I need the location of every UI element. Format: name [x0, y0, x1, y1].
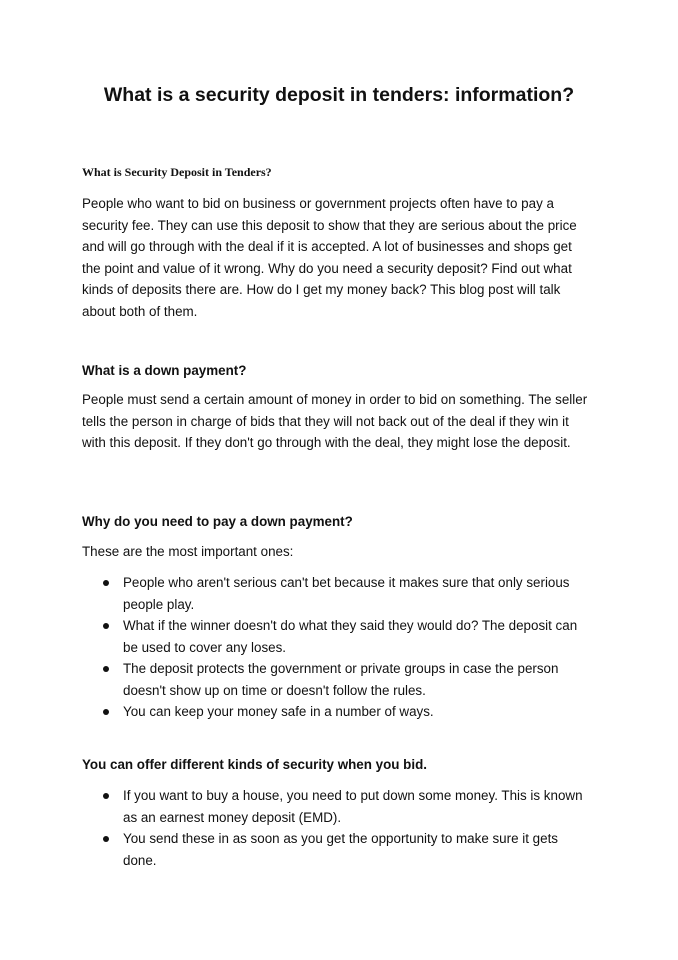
section-heading-down-payment: What is a down payment?: [82, 363, 247, 378]
list-item-text: You send these in as soon as you get the opportunity to make sure it gets done.: [123, 831, 558, 868]
section-heading-security-kinds: You can offer different kinds of security when you bid.: [82, 757, 427, 772]
why-pay-lead: These are the most important ones:: [82, 544, 294, 559]
bullet-icon: [103, 836, 109, 842]
section-heading-why-pay: Why do you need to pay a down payment?: [82, 514, 353, 529]
list-item: [82, 572, 594, 615]
list-item: [82, 615, 594, 658]
page-title: What is a security deposit in tenders: information?: [103, 84, 575, 106]
bullet-icon: [103, 623, 109, 629]
list-item-text: What if the winner doesn't do what they said they would do? The deposit can be used to cover any loses.: [123, 618, 578, 655]
list-item: [82, 828, 594, 871]
list-item-text: The deposit protects the government or private groups in case the person doesn't show up on time or doesn't follow the rules.: [123, 661, 559, 698]
list-item-text: You can keep your money safe in a number of ways.: [123, 704, 434, 719]
list-item: [82, 658, 594, 701]
security-kinds-list: [82, 785, 594, 871]
list-item-text: People who aren't serious can't bet because it makes sure that only serious people play.: [123, 575, 570, 612]
bullet-icon: [103, 709, 109, 715]
bullet-icon: [103, 666, 109, 672]
bullet-icon: [103, 793, 109, 799]
subtitle: What is Security Deposit in Tenders?: [82, 165, 272, 179]
intro-paragraph: People who want to bid on business or government projects often have to pay a security fee. They can use this deposit to show that they are serious about the price and will go through with the deal if it is accepted. A lot of businesses and shops get the point and value of it wrong. Why do you need a security deposit? Find out what kinds of deposits there are. How do I get my money back? This blog post will talk about both of them.: [82, 196, 577, 319]
bullet-icon: [103, 580, 109, 586]
list-item: [82, 701, 594, 723]
down-payment-paragraph: People must send a certain amount of money in order to bid on something. The seller tells the person in charge of bids that they will not back out of the deal if they win it with this deposit. If they don't go through with the deal, they might lose the deposit.: [82, 392, 588, 450]
list-item-text: If you want to buy a house, you need to put down some money. This is known as an earnest money deposit (EMD).: [123, 788, 583, 825]
why-pay-list: [82, 572, 594, 723]
list-item: [82, 785, 594, 828]
